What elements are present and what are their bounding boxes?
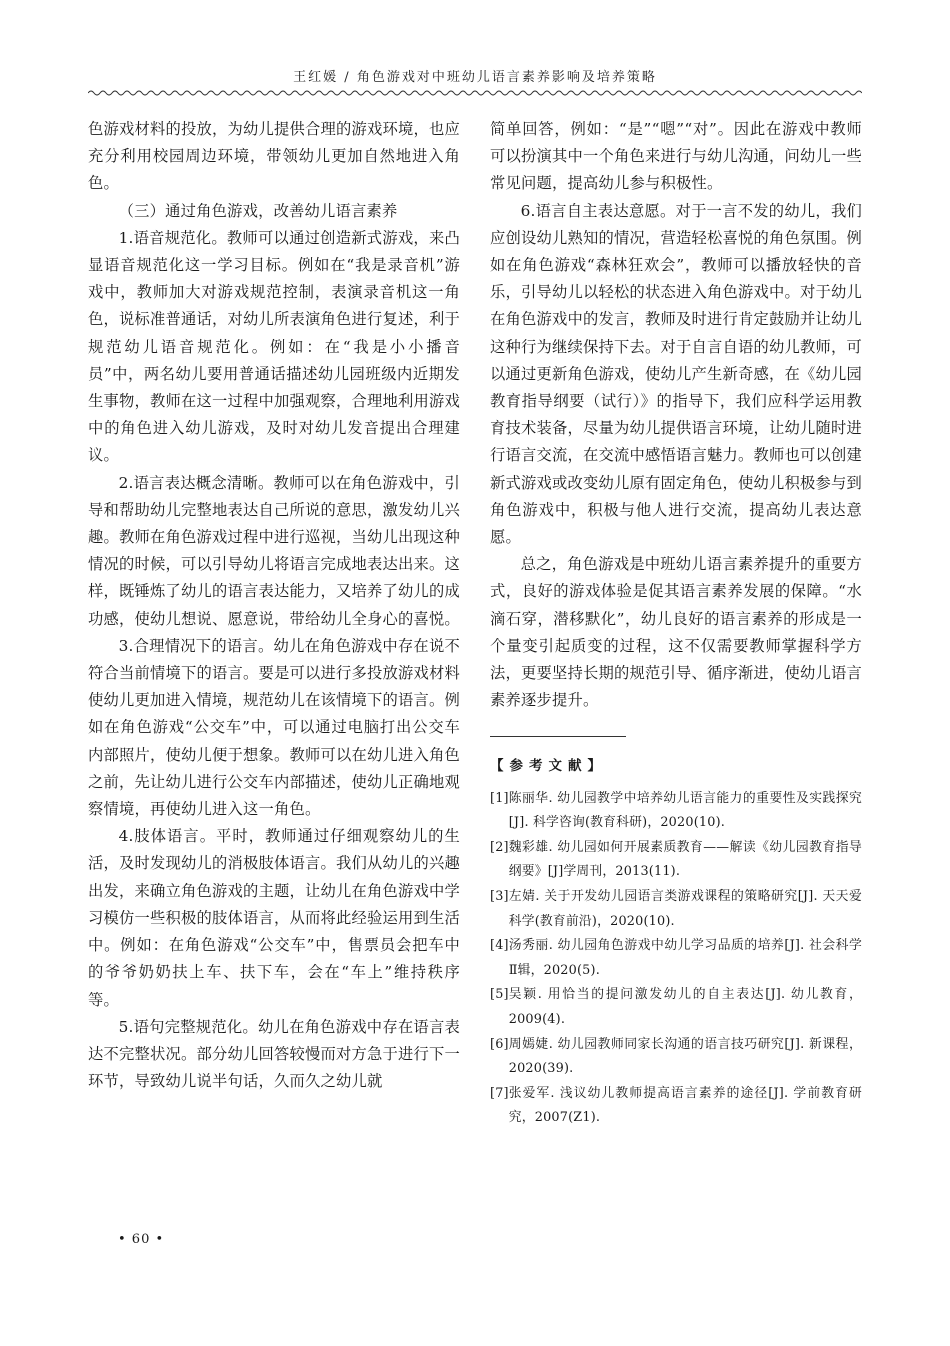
reference-number: [1]	[490, 790, 509, 806]
reference-number: [6]	[490, 1036, 509, 1052]
reference-number: [5]	[490, 987, 509, 1003]
paragraph: 简单回答，例如：“是”“嗯”“对”。因此在游戏中教师可以扮演其中一个角色来进行与幼儿沟通，问幼儿一些常见问题，提高幼儿参与积极性。	[490, 120, 862, 193]
paragraph: 总之，角色游戏是中班幼儿语言素养提升的重要方式，良好的游戏体验是促其语言素养发展的保障。“水滴石穿，潜移默化”，幼儿良好的语言素养的形成是一个量变引起质变的过程，这不仅需要教师掌握科学方法，更要坚持长期的规范引导、循序渐进，使幼儿语言素养逐步提升。	[490, 555, 862, 710]
reference-text: 魏彩雄. 幼儿园如何开展素质教育——解读《幼儿园教育指导纲要》[J]学周刊，2013(11).	[508, 839, 862, 880]
reference-number: [3]	[490, 889, 509, 905]
right-column	[490, 116, 862, 1131]
references-list	[490, 787, 862, 1131]
page-number: • 60 •	[118, 1232, 165, 1247]
references-title: 【参考文献】	[490, 758, 607, 775]
reference-item	[490, 983, 862, 1032]
paragraph: 4.肢体语言。平时，教师通过仔细观察幼儿的生活，及时发现幼儿的消极肢体语言。我们从幼儿的兴趣出发，来确立角色游戏的主题，让幼儿在角色游戏中学习模仿一些积极的肢体语言，从而将此经验运用到生活中。例如：在角色游戏“公交车”中，售票员会把车中的爷爷奶奶扶上车、扶下车，会在“车上”维持秩序等。	[88, 827, 460, 1009]
header-wavy-rule	[88, 88, 862, 98]
paragraph: 色游戏材料的投放，为幼儿提供合理的游戏环境，也应充分利用校园周边环境，带领幼儿更加自然地进入角色。	[88, 120, 460, 193]
paragraph: 3.合理情况下的语言。幼儿在角色游戏中存在说不符合当前情境下的语言。要是可以进行多投放游戏材料使幼儿更加进入情境，规范幼儿在该情境下的语言。例如在角色游戏“公交车”中，可以通过电脑打出公交车内部照片，使幼儿便于想象。教师可以在幼儿进入角色之前，先让幼儿进行公交车内部描述，使幼儿正确地观察情境，再使幼儿进入这一角色。	[88, 636, 460, 819]
paragraph: 1.语音规范化。教师可以通过创造新式游戏，来凸显语音规范化这一学习目标。例如在“我是录音机”游戏中，教师加大对游戏规范控制，表演录音机这一角色，说标准普通话，对幼儿所表演角色进行复述，利于规范幼儿语音规范化。例如：在“我是小小播音员”中，两名幼儿要用普通话描述幼儿园班级内近期发生事物，教师在这一过程中加强观察，合理地利用游戏中的角色进入幼儿游戏，及时对幼儿发音提出合理建议。	[88, 228, 460, 465]
running-head: 王红媛 / 角色游戏对中班幼儿语言素养影响及培养策略	[293, 70, 657, 85]
left-column	[88, 116, 460, 1095]
paragraph: 2.语言表达概念清晰。教师可以在角色游戏中，引导和帮助幼儿完整地表达自己所说的意思，激发幼儿兴趣。教师在角色游戏过程中进行巡视，当幼儿出现这种情况的时候，可以引导幼儿将语言完成地表达出来。这样，既锤炼了幼儿的语言表达能力，又培养了幼儿的成功感，使幼儿想说、愿意说，带给幼儿全身心的喜悦。	[88, 473, 460, 628]
references-separator	[490, 736, 626, 737]
reference-number: [4]	[490, 938, 509, 954]
reference-number: [2]	[490, 839, 509, 855]
reference-item	[490, 885, 862, 934]
reference-text: 周嫣婕. 幼儿园教师同家长沟通的语言技巧研究[J]. 新课程，2020(39).	[508, 1036, 862, 1077]
reference-text: 陈丽华. 幼儿园教学中培养幼儿语言能力的重要性及实践探究[J]. 科学咨询(教育科研)，2020(10).	[508, 790, 862, 831]
reference-item	[490, 787, 862, 836]
reference-number: [7]	[490, 1085, 509, 1101]
reference-item	[490, 1033, 862, 1082]
reference-text: 左婧. 关于开发幼儿园语言类游戏课程的策略研究[J]. 天天爱科学(教育前沿)，2020(10).	[508, 889, 862, 929]
reference-text: 张爱军. 浅议幼儿教师提高语言素养的途径[J]. 学前教育研究，2007(Z1).	[508, 1085, 862, 1126]
paragraph: 5.语句完整规范化。幼儿在角色游戏中存在语言表达不完整状况。部分幼儿回答较慢而对方急于进行下一环节，导致幼儿说半句话，久而久之幼儿就	[88, 1017, 460, 1091]
section-heading: （三）通过角色游戏，改善幼儿语言素养	[118, 201, 398, 220]
paragraph: 6.语言自主表达意愿。对于一言不发的幼儿，我们应创设幼儿熟知的情况，营造轻松喜悦的角色氛围。例如在角色游戏“森林狂欢会”，教师可以播放轻快的音乐，引导幼儿以轻松的状态进入角色游戏中。对于幼儿在角色游戏中的发言，教师及时进行肯定鼓励并让幼儿这种行为继续保持下去。对于自言自语的幼儿教师，可以通过更新角色游戏，使幼儿产生新奇感，在《幼儿园教育指导纲要（试行）》的指导下，我们应科学运用教育技术装备，尽量为幼儿提供语言环境，让幼儿随时进行语言交流，在交流中感悟语言魅力。教师也可以创建新式游戏或改变幼儿原有固定角色，使幼儿积极参与到角色游戏中，积极与他人进行交流，提高幼儿表达意愿。	[490, 201, 862, 547]
reference-item	[490, 934, 862, 983]
reference-text: 汤秀丽. 幼儿园角色游戏中幼儿学习品质的培养[J]. 社会科学Ⅱ辑，2020(5).	[508, 938, 862, 978]
reference-item	[490, 1082, 862, 1131]
reference-text: 吴颖. 用恰当的提问激发幼儿的自主表达[J]. 幼儿教育，2009(4).	[508, 987, 862, 1028]
reference-item	[490, 836, 862, 885]
